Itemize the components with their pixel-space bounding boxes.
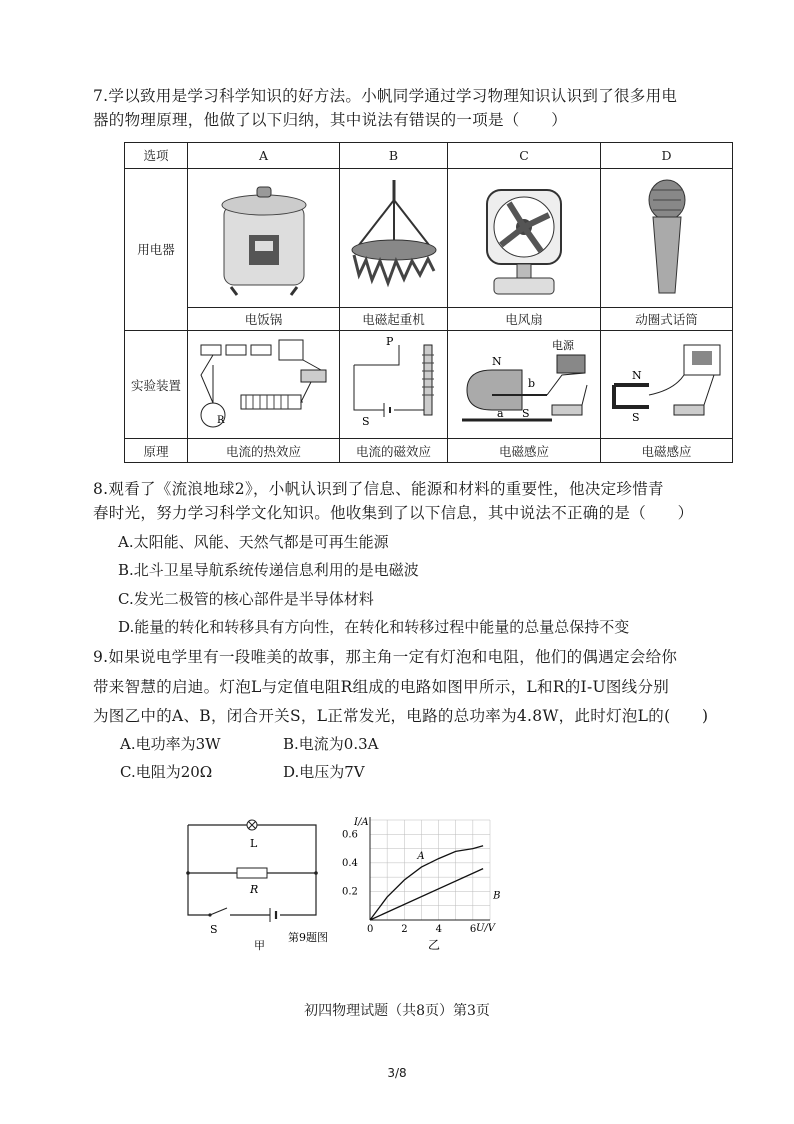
circuit-caption: 甲 [254,939,265,952]
q8-option-a: A.太阳能、风能、天然气都是可再生能源 [118,533,389,551]
lamp-label: L [250,837,258,850]
page-number: 3/8 [387,1066,407,1080]
chart-title: 乙 [428,938,441,952]
q8-option-b: B.北斗卫星导航系统传递信息利用的是电磁波 [118,561,419,579]
column-c-header: C [448,143,601,169]
label-b-c: b [527,376,535,390]
row-appliance-label: 用电器 [125,168,188,331]
heat-effect-apparatus [188,331,340,439]
label-p: P [385,334,393,348]
y-tick-label: 0.6 [342,829,358,841]
label-n-c: N [491,354,502,368]
column-d-header: D [601,143,733,169]
iu-chart [340,815,505,955]
q7-table [124,142,733,463]
y-tick-label: 0.2 [342,886,358,898]
electromagnetic-crane-image [340,168,448,307]
y-axis-label: I/A [354,817,369,828]
label-n-d: N [632,368,642,382]
page-footer: 初四物理试题（共8页）第3页 [304,1003,490,1019]
q8-text-line1: 8.观看了《流浪地球2》，小帆认识到了信息、能源和材料的重要性，他决定珍惜青 [93,480,664,498]
table-header-option: 选项 [125,143,188,169]
x-tick-label: 2 [401,924,408,935]
principle-d: 电磁感应 [601,439,733,463]
x-tick-label: 6 [469,924,477,935]
q8-option-c: C.发光二极管的核心部件是半导体材料 [118,590,374,608]
q9-option-d: D.电压为7V [283,763,365,781]
label-power-source: 电源 [551,338,574,352]
microphone-image [601,168,733,307]
column-a-header: A [188,143,340,169]
label-s-c: S [521,406,530,420]
principle-c: 电磁感应 [448,439,601,463]
resistor-r-label: R [217,414,225,426]
q7-text-line1: 7.学以致用是学习科学知识的好方法。小帆同学通过学习物理知识认识到了很多用电 [93,87,678,105]
resistor-label: R [250,883,259,896]
q9-option-a: A.电功率为3W [120,735,221,753]
principle-a: 电流的热效应 [188,439,340,463]
label-a-c: a [496,406,504,420]
rice-cooker-image [188,168,340,307]
x-axis-label: U/V [476,923,496,934]
q9-text-line3: 为图乙中的A、B，闭合开关S，L正常发光，电路的总功率为4.8W，此时灯泡L的( ) [93,707,709,725]
principle-b: 电流的磁效应 [340,439,448,463]
electric-fan-image [448,168,601,307]
label-s-d: S [632,410,640,424]
column-b-header: B [340,143,448,169]
appliance-name-b: 电磁起重机 [340,307,448,331]
x-tick-label: 0 [367,924,374,935]
q9-text-line2: 带来智慧的启迪。灯泡L与定值电阻R组成的电路如图甲所示，L和R的I-U图线分别 [93,678,670,696]
row-device-label: 实验装置 [125,331,188,439]
q7-text-line2: 器的物理原理，他做了以下归纳，其中说法有错误的一项是（ ） [93,111,568,129]
resistor-symbol [237,868,267,878]
label-s: S [361,414,370,428]
q9-option-b: B.电流为0.3A [283,735,379,753]
q8-option-d: D.能量的转化和转移具有方向性，在转化和转移过程中能量的总量总保持不变 [118,618,630,636]
electromagnetic-induction-apparatus-d [601,331,733,439]
circuit-diagram [180,815,340,955]
q8-text-line2: 春时光，努力学习科学文化知识。他收集到了以下信息，其中说法不正确的是（ ） [93,504,694,522]
figure-caption: 第9题图 [288,931,328,944]
switch-label: S [210,923,218,936]
appliance-name-d: 动圈式话筒 [601,307,733,331]
y-tick-label: 0.4 [342,857,358,869]
series-label-b: B [493,890,501,902]
magnetic-effect-apparatus [340,331,448,439]
q9-text-line1: 9.如果说电学里有一段唯美的故事，那主角一定有灯泡和电阻，他们的偶遇定会给你 [93,648,678,666]
x-tick-label: 4 [435,924,442,935]
electromagnetic-induction-apparatus-c [448,331,601,439]
q9-option-c: C.电阻为20Ω [120,763,213,781]
series-label-a: A [417,851,425,863]
switch-symbol [210,908,227,915]
appliance-name-a: 电饭锅 [188,307,340,331]
row-principle-label: 原理 [125,439,188,463]
appliance-name-c: 电风扇 [448,307,601,331]
